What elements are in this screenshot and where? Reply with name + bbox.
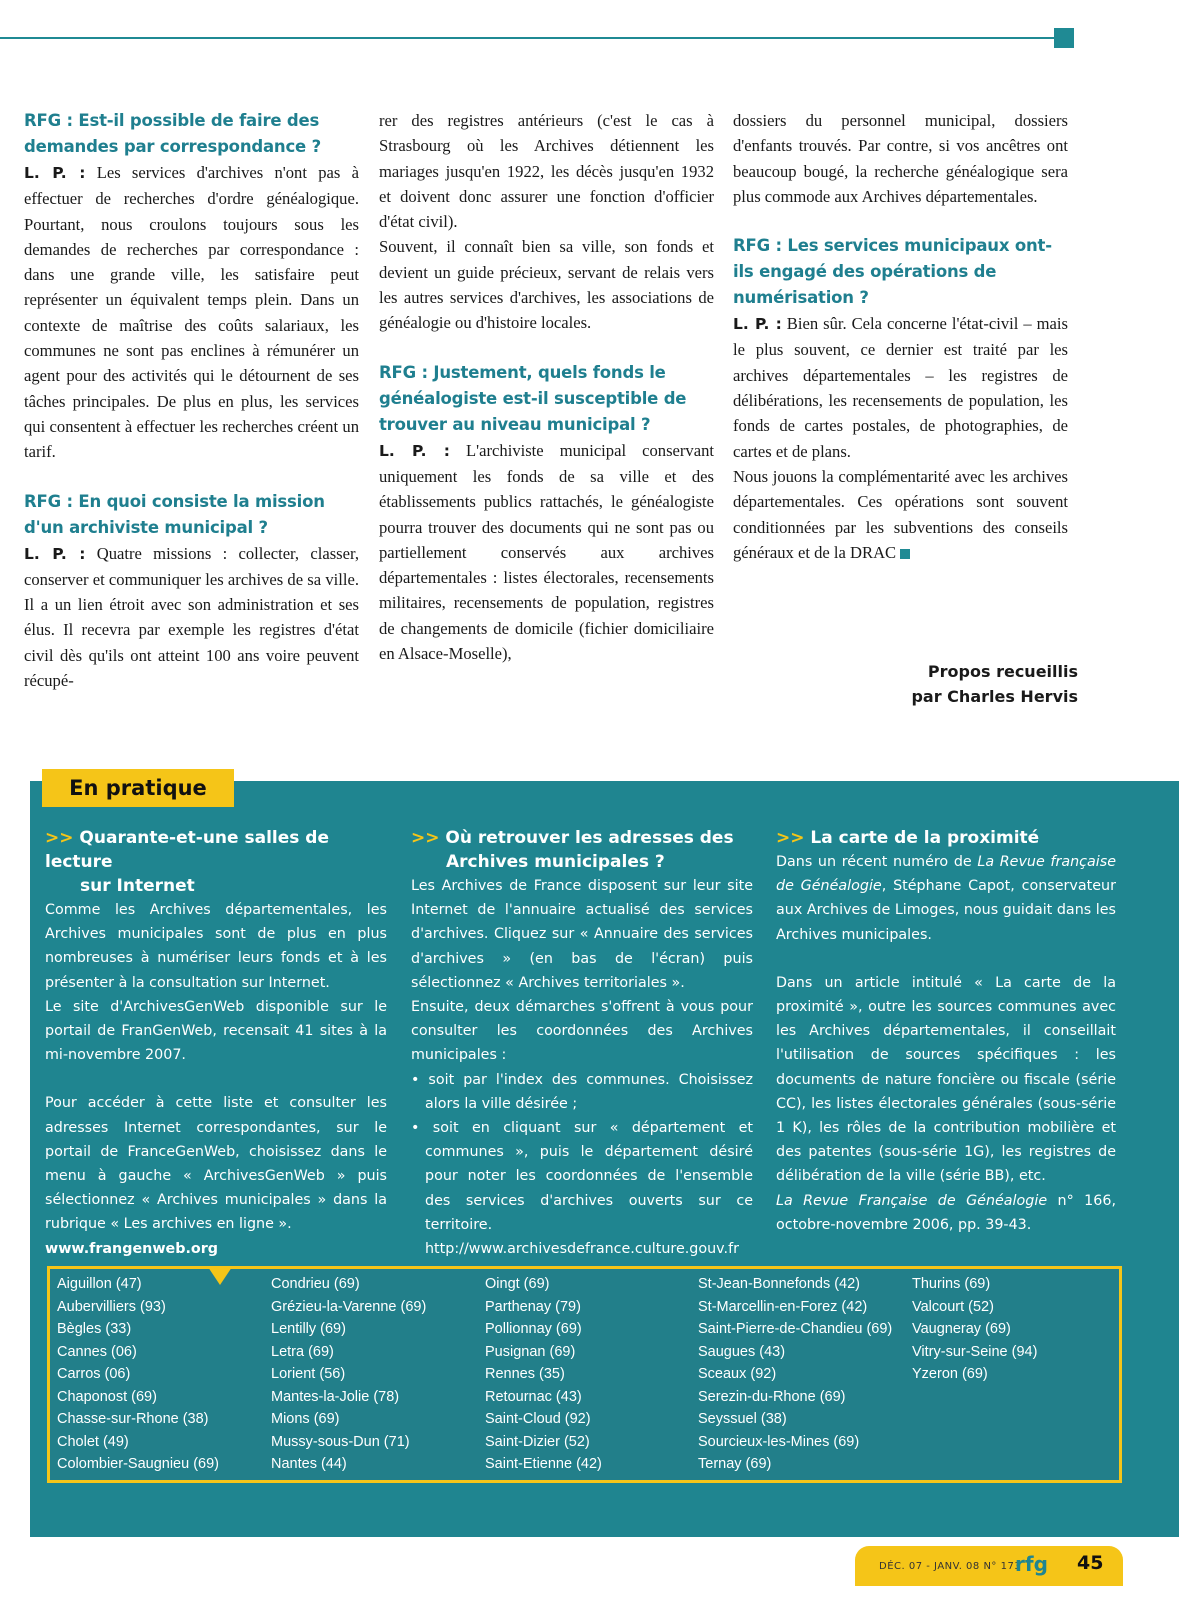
city-item: Saint-Cloud (92)	[485, 1411, 591, 1427]
cities-column	[912, 1273, 1037, 1386]
answer-2-text: Quatre missions : collecter, classer, conserver et communiquer les archives de sa ville. Il a un lien étroit avec son administration et ses élus. Il recevra par exemple les registres d'état civil dès qu'ils ont atteint 100 ans voire peuvent récupé-	[24, 543, 359, 691]
practice-heading-3	[776, 826, 1116, 850]
practice-2-paragraph-2: Ensuite, deux démarches s'offrent à vous pour consulter les coordonnées des Archives municipales :	[411, 999, 753, 1064]
answer-4-text: Bien sûr. Cela concerne l'état-civil – mais le plus souvent, ce dernier est traité par les archives départementales – les registres de délibérations, les recensements de population, les fonds de cartes postales, de photographies, de cartes et de plans.	[733, 314, 1068, 461]
question-1: RFG : Est-il possible de faire des demandes par correspondance ?	[24, 111, 321, 156]
city-item: Saint-Pierre-de-Chandieu (69)	[698, 1321, 893, 1337]
answer-1	[24, 160, 359, 465]
city-item: Rennes (35)	[485, 1366, 565, 1382]
cities-column	[698, 1273, 892, 1476]
city-item: Saint-Etienne (42)	[485, 1456, 602, 1472]
practice-2-bullet-1: • soit par l'index des communes. Choisissez alors la ville désirée ;	[411, 1071, 753, 1112]
answer-3-continued: dossiers du personnel municipal, dossiers d'enfants trouvés. Par contre, si vos ancêtres ont beaucoup bougé, la recherche généalogique sera plus commode aux Archives départementales.	[733, 111, 1068, 206]
answer-2	[24, 541, 359, 694]
question-2: RFG : En quoi consiste la mission d'un archiviste municipal ?	[24, 491, 325, 537]
city-item: Colombier-Saugnieu (69)	[57, 1456, 219, 1472]
end-square-icon	[900, 549, 910, 559]
cities-column	[485, 1273, 602, 1476]
practice-column-3	[776, 826, 1116, 1237]
city-item: Sceaux (92)	[698, 1366, 777, 1382]
city-item: Chaponost (69)	[57, 1388, 157, 1405]
city-item: Carros (06)	[57, 1366, 131, 1382]
city-item: Sourcieux-les-Mines (69)	[698, 1433, 860, 1450]
city-item: Bègles (33)	[57, 1321, 132, 1337]
magazine-title: La Revue française de Généalogie	[776, 854, 1116, 895]
city-item: Mions (69)	[271, 1411, 340, 1427]
answer-3	[379, 438, 714, 667]
city-item: Vitry-sur-Seine (94)	[912, 1343, 1038, 1360]
city-item: Cannes (06)	[57, 1343, 137, 1360]
arrow-icon: >>	[45, 828, 74, 848]
city-item: Mantes-la-Jolie (78)	[271, 1388, 400, 1405]
city-item: Retournac (43)	[485, 1388, 582, 1405]
text: n° 166, octobre-novembre 2006, pp. 39-43.	[776, 1192, 1116, 1233]
city-item: Serezin-du-Rhone (69)	[698, 1388, 846, 1405]
archivesdefrance-link[interactable]: http://www.archivesdefrance.culture.gouv.fr	[425, 1241, 739, 1258]
speaker-label: L. P. :	[379, 441, 450, 460]
speaker-label: L. P. :	[24, 544, 86, 563]
page-number: 45	[1077, 1552, 1104, 1574]
article-column-2	[379, 108, 714, 666]
answer-4b-text: Nous jouons la complémentarité avec les archives départementales. Ces opérations sont souvent conditionnées par les subventions des conseils généraux et de la DRAC	[733, 466, 1068, 562]
speaker-label: L. P. :	[733, 315, 782, 334]
city-item: St-Marcellin-en-Forez (42)	[698, 1298, 868, 1315]
cities-column	[271, 1273, 426, 1476]
practice-heading-1	[45, 826, 387, 898]
heading-line-1: Quarante-et-une salles de lecture	[45, 828, 329, 872]
heading-line-2: Archives municipales ?	[446, 852, 665, 872]
answer-2-continued: rer des registres antérieurs (c'est le cas à Strasbourg où les Archives détiennent les mariages jusqu'en 1922, les décès jusqu'en 1932 et doivent donc assurer une fonction d'officier d'état civil).	[379, 111, 714, 232]
city-item: Cholet (49)	[57, 1433, 129, 1450]
credit-line-2: par Charles Hervis	[911, 687, 1078, 706]
issue-date: DÉC. 07 - JANV. 08 N° 173	[879, 1561, 1022, 1572]
article-column-1	[24, 108, 359, 693]
city-item: Saint-Dizier (52)	[485, 1433, 590, 1450]
city-item: Valcourt (52)	[912, 1298, 994, 1315]
text: , Stéphane Capot, conservateur aux Archives de Limoges, nous guidait dans les Archives municipales.	[776, 878, 1116, 943]
city-item: Aiguillon (47)	[57, 1276, 142, 1292]
magazine-title: La Revue Française de Généalogie	[776, 1192, 1048, 1209]
city-item: Parthenay (79)	[485, 1298, 581, 1315]
city-item: St-Jean-Bonnefonds (42)	[698, 1276, 861, 1292]
practice-3-paragraph-2: Dans un article intitulé « La carte de la proximité », outre les sources communes avec les Archives départementales, il conseillait l'utilisation de sources spécifiques : les documents de nature foncière ou fiscale (série CC), les listes électorales générales (sous-série 1 K), les rôles de la contribution mobilière et des patentes (sous-série 1G), les registres de délibération de la ville (série BB), etc.	[776, 974, 1116, 1185]
city-item: Seyssuel (38)	[698, 1411, 787, 1427]
city-item: Letra (69)	[271, 1343, 334, 1360]
practice-column-1	[45, 826, 387, 1261]
city-item: Grézieu-la-Varenne (69)	[271, 1298, 427, 1315]
article-column-3	[733, 108, 1068, 565]
frangenweb-link[interactable]: www.frangenweb.org	[45, 1240, 219, 1257]
top-rule	[0, 37, 1055, 39]
practice-2-bullet-2: • soit en cliquant sur « département et communes », puis le département désiré pour noter les coordonnées de l'ensemble des services d'archives ouverts sur ce territoire.	[411, 1120, 753, 1233]
city-item: Aubervilliers (93)	[57, 1298, 166, 1315]
question-3: RFG : Justement, quels fonds le généalogiste est-il susceptible de trouver au niveau municipal ?	[379, 362, 687, 434]
answer-3-text: L'archiviste municipal conservant uniquement les fonds de sa ville et des établissements publics rattachés, le généalogiste pourra trouver des documents qui ne sont pas ou partiellement conservés aux archives départementales : listes électorales, recensements militaires, recensements de population, registres de changements de domicile (fichier domiciliaire en Alsace-Moselle),	[379, 440, 714, 664]
city-item: Lentilly (69)	[271, 1321, 346, 1337]
city-item: Pollionnay (69)	[485, 1321, 582, 1337]
interview-credit	[800, 659, 1078, 709]
answer-4	[733, 311, 1068, 464]
question-4: RFG : Les services municipaux ont-ils engagé des opérations de numérisation ?	[733, 236, 1052, 308]
practice-1-paragraph-3: Pour accéder à cette liste et consulter les adresses Internet correspondantes, sur le portail de FranceGenWeb, choisissez dans le menu à gauche « ArchivesGenWeb » puis sélectionnez « Archives municipales » dans la rubrique « Les archives en ligne ».	[45, 1095, 387, 1233]
speaker-label: L. P. :	[24, 164, 86, 182]
heading-line-1: La carte de la proximité	[810, 828, 1040, 848]
practice-3-paragraph-1	[776, 850, 1116, 947]
city-item: Nantes (44)	[271, 1456, 347, 1472]
city-item: Yzeron (69)	[912, 1366, 988, 1382]
city-item: Condrieu (69)	[271, 1276, 360, 1292]
text: Dans un récent numéro de	[776, 854, 978, 870]
arrow-icon: >>	[411, 828, 440, 848]
practice-1-paragraph-1: Comme les Archives départementales, les Archives municipales sont de plus en plus nombreuses à numériser leurs fonds et à les présenter à la consultation sur Internet.	[45, 902, 387, 991]
city-item: Lorient (56)	[271, 1366, 346, 1382]
answer-4b	[733, 464, 1068, 565]
practice-column-2	[411, 826, 753, 1261]
city-item: Pusignan (69)	[485, 1343, 576, 1360]
city-item: Ternay (69)	[698, 1456, 772, 1472]
rfg-logo: rfg	[1015, 1552, 1048, 1576]
answer-1-text: Les services d'archives n'ont pas à effectuer de recherches d'ordre généalogique. Pourtant, nous croulons toujours sous les demandes de recherches par correspondance : dans une grande ville, les satisfaire peut représenter un équivalent temps plein. Dans un contexte de maîtrise des coûts salariaux, les communes ne sont pas enclines à rémunérer un agent pour des activités qui le détournent de ses tâches principales. De plus en plus, les services qui consentent à effectuer les recherches créent un tarif.	[24, 163, 359, 462]
heading-line-2: sur Internet	[80, 876, 195, 896]
city-item: Chasse-sur-Rhone (38)	[57, 1411, 209, 1427]
city-item: Thurins (69)	[912, 1276, 991, 1292]
city-item: Vaugneray (69)	[912, 1321, 1011, 1337]
arrow-icon: >>	[776, 828, 805, 848]
city-item: Oingt (69)	[485, 1276, 550, 1292]
practice-1-paragraph-2: Le site d'ArchivesGenWeb disponible sur le portail de FranGenWeb, recensait 41 sites à la mi-novembre 2007.	[45, 998, 387, 1064]
practice-2-paragraph-1: Les Archives de France disposent sur leur site Internet de l'annuaire actualisé des services d'archives. Cliquez sur « Annuaire des services d'archives » (en bas de l'écran) puis sélectionnez « Archives territoriales ».	[411, 878, 753, 991]
practice-badge: En pratique	[42, 769, 234, 807]
credit-line-1: Propos recueillis	[927, 662, 1078, 681]
heading-line-1: Où retrouver les adresses des	[445, 828, 734, 848]
top-square-marker	[1054, 28, 1074, 48]
city-item: Mussy-sous-Dun (71)	[271, 1433, 410, 1450]
page-footer	[855, 1546, 1123, 1586]
cities-column	[57, 1273, 219, 1476]
practice-3-reference	[776, 1189, 1116, 1237]
practice-heading-2	[411, 826, 753, 874]
answer-2-continued-2: Souvent, il connaît bien sa ville, son fonds et devient un guide précieux, servant de relais vers les autres services d'archives, les associations de généalogie ou d'histoire locales.	[379, 237, 714, 333]
city-item: Saugues (43)	[698, 1343, 786, 1360]
